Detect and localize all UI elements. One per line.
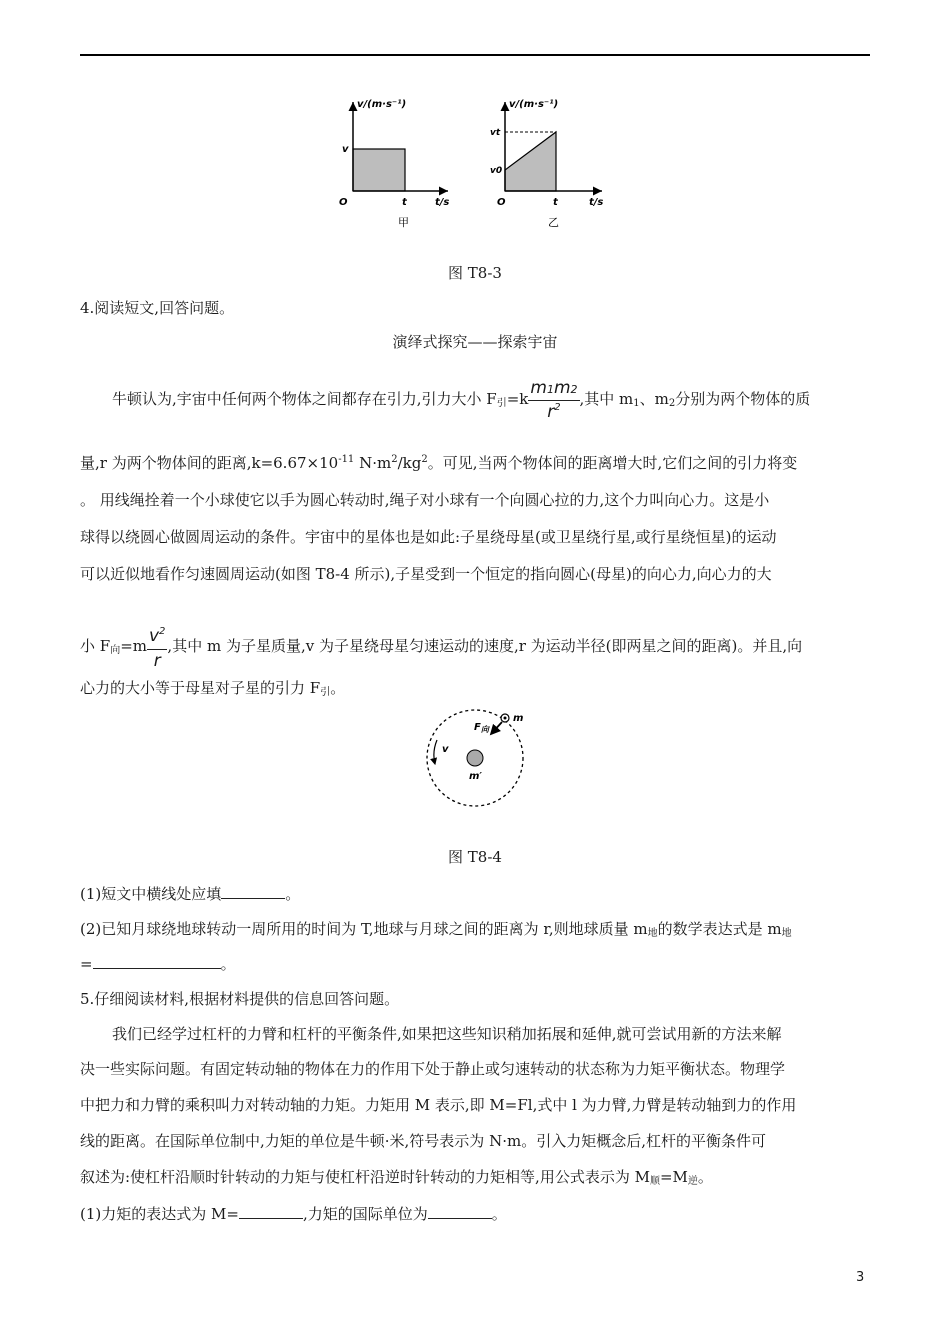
q4-paragraph-line6: 小 F向=m $\frac{v^2}{r}$ ,其中 m 为子星质量,v 为子星绕母星匀速运动的速度,r 为运动半径(即两星之间的距离)。并且,向 (80, 626, 803, 671)
origin-label: O (339, 197, 348, 208)
area-trapezoid (505, 132, 556, 191)
page-number: 3 (856, 1270, 865, 1285)
t-label: t (553, 197, 558, 208)
q4-paragraph-line1: 牛顿认为,宇宙中任何两个物体之间都存在引力,引力大小 F引=k $\frac{m1m2}{r^2}$ ,其中 m1、m2分别为两个物体的质 (112, 376, 810, 424)
answer-blank[interactable] (93, 954, 221, 969)
graph-name: 乙 (548, 216, 559, 229)
question4-title: 演绎式探究——探索宇宙 (392, 333, 558, 351)
q4-sub2-answer: = 。 (80, 955, 236, 973)
mother-star (467, 750, 483, 766)
t-label: t (402, 197, 407, 208)
origin-label: O (497, 197, 506, 208)
q4-paragraph-line7: 心力的大小等于母星对子星的引力 F引。 (80, 679, 346, 698)
q4-paragraph-line5: 可以近似地看作匀速圆周运动(如图 T8-4 所示),子星受到一个恒定的指向圆心(母星)的向心力,向心力的大 (80, 565, 772, 583)
q4-sub1: (1)短文中横线处应填 。 (80, 885, 301, 903)
v-label: v (442, 744, 449, 755)
svg-text:F向: $F_向$ (474, 722, 489, 734)
q5-sub1: (1)力矩的表达式为 M= ,力矩的国际单位为 。 (80, 1205, 507, 1223)
graph-yi (490, 99, 603, 229)
force-arrow (491, 722, 502, 734)
m-label: m (513, 713, 524, 724)
answer-blank[interactable] (239, 1204, 303, 1219)
velocity-arrow (434, 740, 437, 764)
force-label: F (474, 722, 481, 733)
question5-heading: 5.仔细阅读材料,根据材料提供的信息回答问题。 (80, 990, 400, 1008)
answer-blank[interactable] (428, 1204, 492, 1219)
q5-paragraph-line1: 我们已经学过杠杆的力臂和杠杆的平衡条件,如果把这些知识稍加拓展和延伸,就可尝试用新的方法来解 (112, 1025, 782, 1043)
figure-t8-4 (418, 702, 538, 816)
figure-t8-3 (320, 92, 620, 232)
x-axis-label: t/s (589, 197, 604, 208)
answer-blank[interactable] (221, 884, 285, 899)
q5-paragraph-line3: 中把力和力臂的乘积叫力对转动轴的力矩。力矩用 M 表示,即 M=Fl,式中 l 为力臂,力臂是转动轴到力的作用 (80, 1096, 797, 1114)
v0-label: v0 (490, 166, 503, 176)
gravity-fraction: $\frac{m1m2}{r^2}$ (530, 378, 578, 422)
y-axis-label: v/(m·s⁻¹) (357, 99, 407, 110)
graph-jia (339, 99, 449, 229)
figure-t8-3-caption: 图 T8-3 (448, 264, 502, 282)
q5-paragraph-line4: 线的距离。在国际单位制中,力矩的单位是牛顿·米,符号表示为 N·m。引入力矩概念后,杠杆的平衡条件可 (80, 1132, 766, 1150)
question4-heading: 4.阅读短文,回答问题。 (80, 299, 235, 317)
graph-name: 甲 (398, 216, 409, 229)
q4-paragraph-line2: 量,r 为两个物体间的距离$,k=6.67\times 10^{-11}$ $N\cdot m^2/kg^2$。可见,当两个物体间的距离增大时,它们之间的引力将变 (80, 454, 798, 472)
area-rect (353, 149, 405, 191)
header-rule (80, 54, 870, 56)
q4-paragraph-line3: 。 用线绳拴着一个小球使它以手为圆心转动时,绳子对小球有一个向圆心拉的力,这个力叫向心力。这是小 (80, 491, 770, 509)
figure-t8-4-caption: 图 T8-4 (448, 848, 502, 866)
vt-label: vt (490, 128, 501, 138)
q4-paragraph-line4: 球得以绕圆心做圆周运动的条件。宇宙中的星体也是如此:子星绕母星(或卫星绕行星,或行星绕恒星)的运动 (80, 528, 777, 546)
center-label: m′ (469, 771, 483, 782)
q4-sub2: (2)已知月球绕地球转动一周所用的时间为 T,地球与月球之间的距离为 r,则地球质量 m地的数学表达式是 m地 (80, 920, 792, 939)
x-axis-label: t/s (435, 197, 450, 208)
q5-paragraph-line2: 决一些实际问题。有固定转动轴的物体在力的作用下处于静止或匀速转动的状态称为力矩平衡状态。物理学 (80, 1060, 786, 1078)
v-label: v (342, 144, 349, 155)
q5-paragraph-line5: 叙述为:使杠杆沿顺时针转动的力矩与使杠杆沿逆时针转动的力矩相等,用公式表示为 M顺=M逆。 (80, 1168, 713, 1187)
y-axis-label: v/(m·s⁻¹) (509, 99, 559, 110)
centripetal-fraction: $\frac{v^2}{r}$ (148, 626, 166, 671)
